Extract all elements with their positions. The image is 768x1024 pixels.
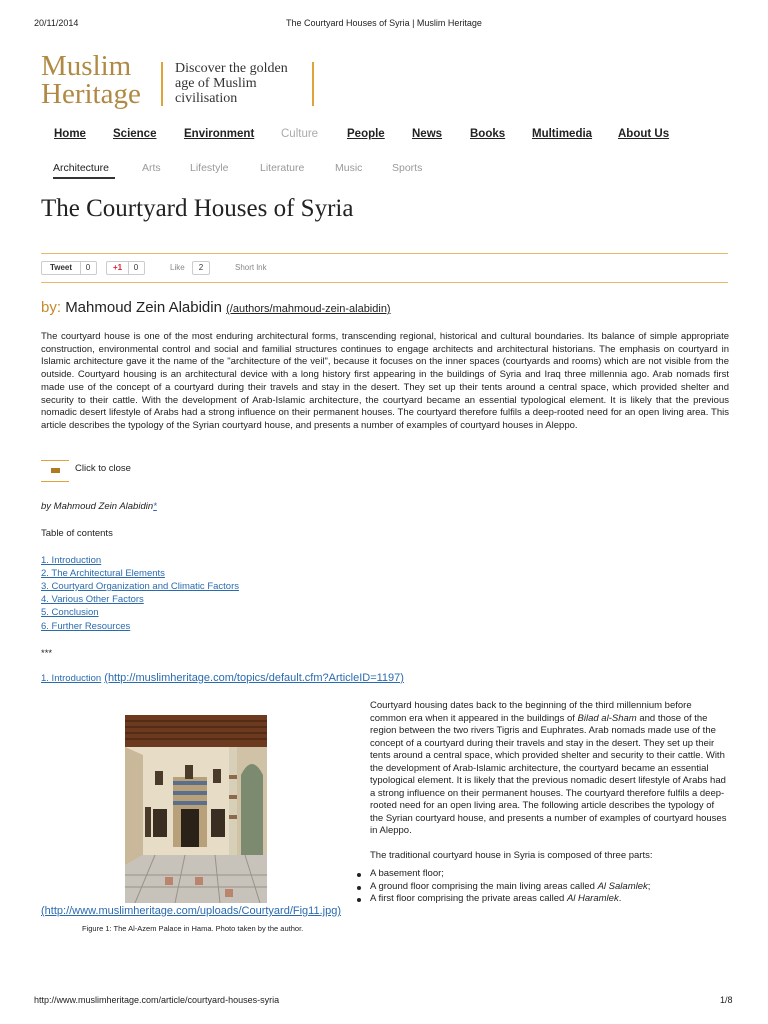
list-item: A basement floor; [370, 868, 728, 881]
logo-divider [161, 62, 163, 106]
toc-item-architectural-elements[interactable]: 2. The Architectural Elements [41, 568, 165, 579]
nav-news[interactable]: News [412, 128, 443, 140]
subnav-active-underline [53, 177, 115, 179]
subnav-arts[interactable]: Arts [142, 162, 161, 174]
subnav-lifestyle[interactable]: Lifestyle [190, 162, 229, 174]
page-title: The Courtyard Houses of Syria [41, 195, 354, 222]
nav-home[interactable]: Home [54, 128, 86, 140]
print-footer-url: http://www.muslimheritage.com/article/courtyard-houses-syria [34, 995, 280, 1005]
print-title: The Courtyard Houses of Syria | Muslim Heritage [286, 18, 482, 28]
like-label[interactable]: Like [170, 263, 185, 272]
print-page-number: 1/8 [720, 995, 733, 1005]
article-author [41, 501, 157, 512]
subnav-architecture[interactable]: Architecture [53, 162, 110, 174]
logo-line-1: Muslim [41, 50, 132, 82]
logo-line-2: Heritage [41, 78, 141, 110]
print-date: 20/11/2014 [34, 18, 79, 28]
toc-item-further-resources[interactable]: 6. Further Resources [41, 621, 131, 632]
li3-text-a: A first floor comprising the private areas called [370, 893, 567, 904]
subnav-literature[interactable]: Literature [260, 162, 305, 174]
collapse-icon [51, 468, 60, 473]
nav-people[interactable]: People [347, 128, 385, 140]
list-item [370, 893, 728, 906]
byline-author-url[interactable]: (/authors/mahmoud-zein-alabidin) [226, 303, 391, 315]
tweet-count: 0 [80, 262, 95, 274]
subnav-music[interactable]: Music [335, 162, 363, 174]
li2-text-a: A ground floor comprising the main living areas called [370, 880, 598, 892]
courtyard-photo[interactable] [125, 715, 267, 903]
toc-item-other-factors[interactable]: 4. Various Other Factors [41, 594, 144, 605]
nav-culture[interactable]: Culture [281, 128, 319, 140]
section-separator: *** [41, 648, 53, 659]
tagline-divider [312, 62, 314, 106]
p1-text-b: and those of the region between the two rivers Tigris and Euphrates. Arab nomads made use of the concept of a courtyard during their travels and stay in the desert. They set up their tents around a central space, which provided shelter and security to their cattle. With the development of Arab-Islamic architecture, the courtyard became an essential typological element. It is likely that the previous nomadic desert lifestyle of Arabs had a strong influence on their permanent houses. The courtyard therefore fulfils a deep-rooted need for an open living area. The following article describes the typology of the Syrian courtyard house, and presents a number of examples of courtyard houses in Aleppo. [370, 712, 727, 836]
house-parts-list [370, 868, 728, 906]
byline-prefix: by: [41, 299, 62, 316]
li3-emphasis: Al Haramlek [566, 893, 619, 904]
nav-books[interactable]: Books [470, 128, 506, 140]
gplus-count: 0 [128, 262, 143, 274]
li2-emphasis: Al Salamlek [597, 880, 648, 892]
close-label[interactable]: Click to close [75, 463, 131, 474]
image-url-link[interactable]: (http://www.muslimheritage.com/uploads/Courtyard/Fig11.jpg) [41, 905, 341, 917]
subnav-sports[interactable]: Sports [392, 162, 423, 174]
gplus-button[interactable] [106, 261, 145, 275]
like-count: 2 [192, 261, 210, 275]
article-author-text: by Mahmoud Zein Alabidin [41, 501, 154, 512]
intro-heading-link[interactable]: 1. Introduction [41, 673, 102, 684]
title-divider-bottom [41, 282, 728, 283]
shortlink-label[interactable]: Short lnk [235, 263, 267, 272]
nav-science[interactable]: Science [113, 128, 157, 140]
intro-paragraph: The courtyard house is one of the most enduring architectural forms, transcending regional, historical and cultural boundaries. Its balance of simple appropriate construction, environmental control and social and familial structures continues to engage architects and architectural historians. The emphasis on courtyard in Islamic architecture gave it the name of the "architecture of the veil", because it focuses on the inner spaces (courtyards and rooms) which are not visible from the outside. Courtyard housing is an architectural device with a long history first appearing in the buildings of Syria and Iraq three millennia ago. Arab nomads first made use of the concept of a courtyard during their travels and stay in the desert. They set up their tents around a central space, which provided shelter and security to their cattle. With the development of Arab-Islamic architecture, the courtyard became an essential typological element. It is likely that the previous nomadic desert lifestyle of Arabs had a strong influence on their permanent houses. The courtyard therefore fulfils a deep-rooted need for an open living area. This article describes the typology of the Syrian courtyard house, and presents a number of examples of courtyard houses in Aleppo. [41, 331, 729, 431]
toc-item-introduction[interactable]: 1. Introduction [41, 555, 102, 566]
toc-title: Table of contents [41, 528, 113, 539]
nav-multimedia[interactable]: Multimedia [532, 128, 593, 140]
site-logo[interactable] [41, 52, 141, 108]
gplus-label: +1 [112, 263, 123, 272]
author-footnote-link[interactable]: * [153, 501, 157, 512]
title-divider-top [41, 253, 728, 254]
section-heading-introduction [41, 672, 404, 684]
tweet-label: Tweet [49, 263, 73, 272]
li3-text-b: . [618, 893, 622, 904]
tweet-button[interactable] [41, 261, 97, 275]
toc-item-courtyard-organization[interactable]: 3. Courtyard Organization and Climatic Factors [41, 581, 239, 592]
byline [41, 299, 391, 316]
p1-text-a: Courtyard housing dates back to the beginning of the third millennium before common era when it appeared in the buildings of [370, 700, 692, 724]
li2-text-b: ; [647, 880, 651, 892]
toc-item-conclusion[interactable]: 5. Conclusion [41, 607, 99, 618]
byline-author[interactable]: Mahmoud Zein Alabidin [65, 299, 222, 316]
intro-body-paragraph-1 [370, 700, 728, 838]
figure-caption: Figure 1: The Al-Azem Palace in Hama. Photo taken by the author. [82, 924, 304, 933]
nav-environment[interactable]: Environment [184, 128, 255, 140]
nav-about-us[interactable]: About Us [618, 128, 670, 140]
intro-body-paragraph-2: The traditional courtyard house in Syria is composed of three parts: [370, 849, 653, 861]
intro-heading-url[interactable]: (http://muslimheritage.com/topics/default.cfm?ArticleID=1197) [104, 672, 404, 684]
list-item [370, 881, 728, 894]
site-tagline: Discover the golden age of Muslim civilisation [175, 61, 288, 106]
introduction-body [370, 700, 728, 906]
p1-emphasis: Bilad al-Sham [577, 712, 637, 724]
